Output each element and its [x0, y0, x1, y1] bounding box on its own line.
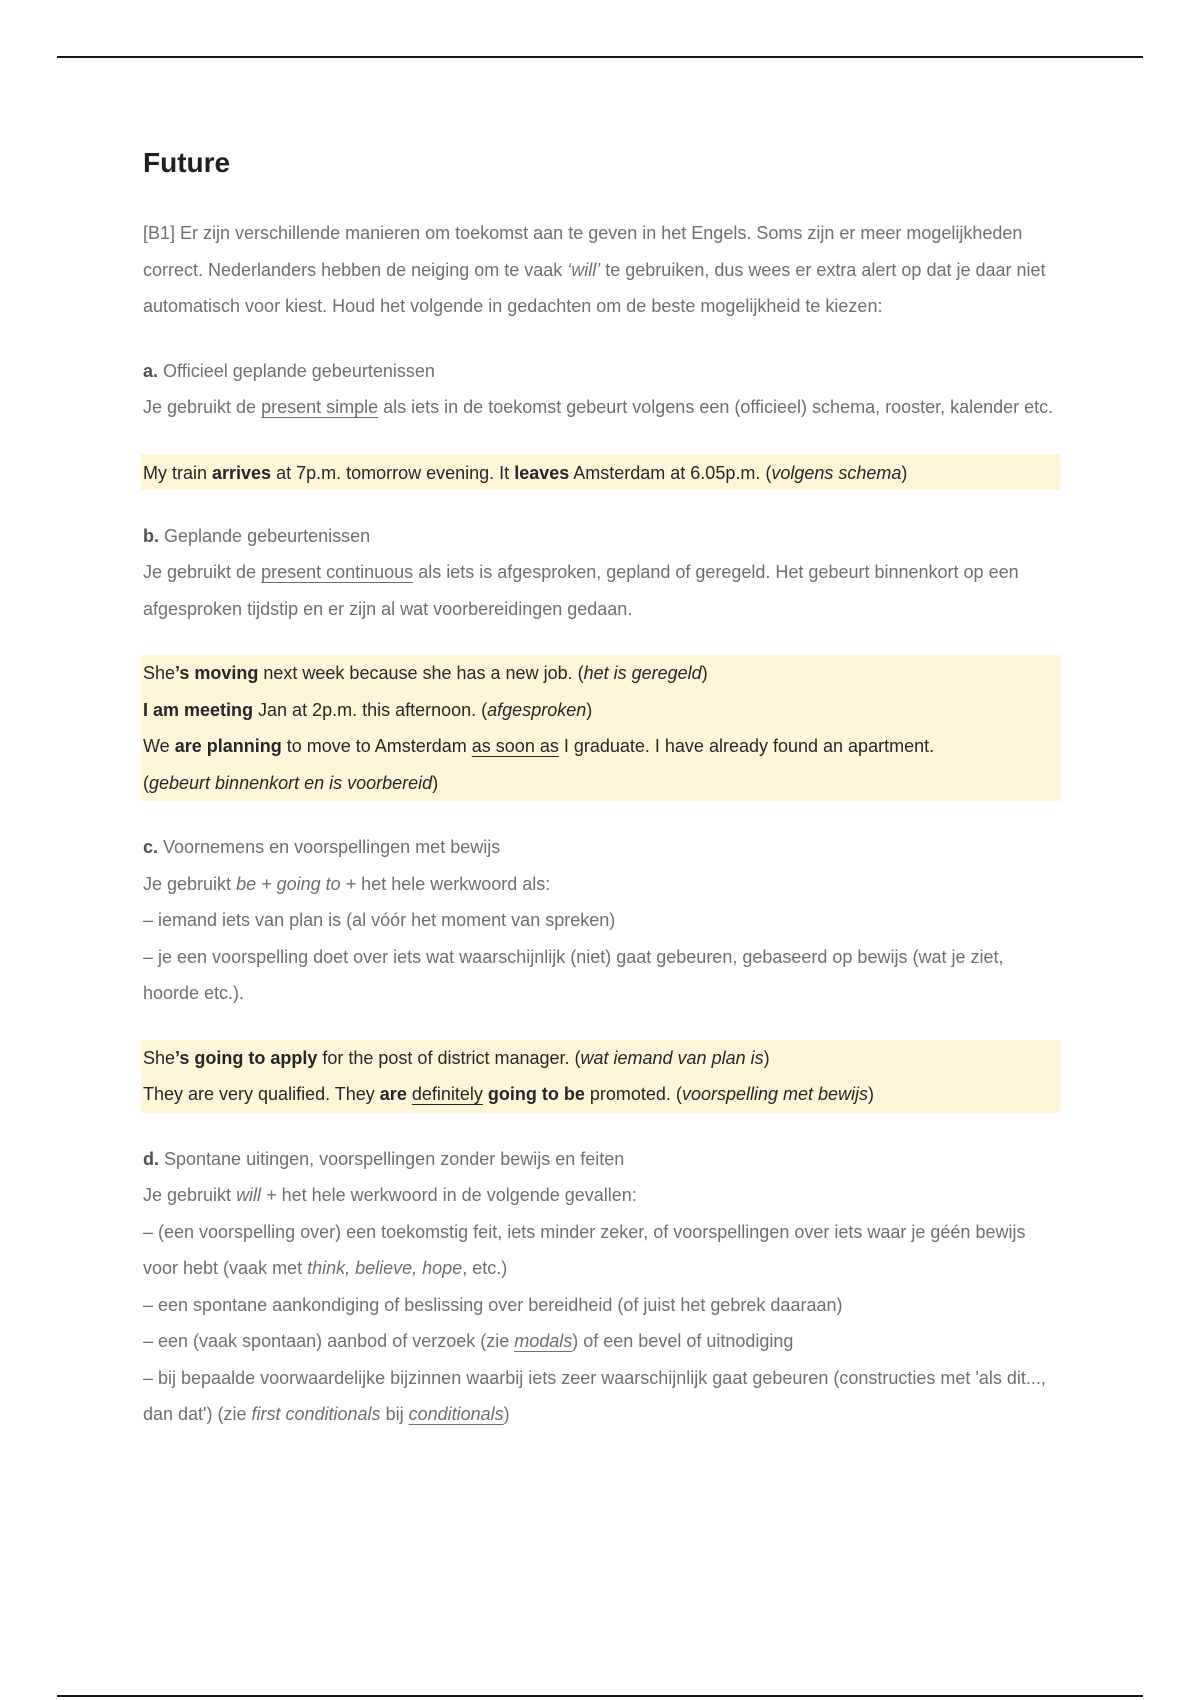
section-a-heading	[143, 353, 1063, 390]
ex-b3-s5: )	[432, 772, 439, 793]
example-a-1	[143, 460, 1059, 486]
intro-text-1: [B1] Er zijn verschillende manieren om toekomst aan te geven in het Engels. Soms zijn er meer mogelijkheden correct. Nederlanders hebben de neiging om te vaak	[143, 223, 1023, 280]
ex-b1-s1: She	[143, 663, 176, 683]
d-li4b: first conditionals	[251, 1404, 381, 1424]
section-c-item-1: – iemand iets van plan is (al vóór het moment van spreken)	[143, 910, 616, 930]
example-box-a	[141, 454, 1061, 490]
d-li4e: )	[503, 1404, 510, 1424]
ex-b1-note: het is geregeld	[583, 663, 702, 683]
section-d-text-2: het hele werkwoord in de volgende gevallen:	[276, 1185, 637, 1205]
ex-c2-s1: They are very qualified. They	[143, 1084, 380, 1104]
modals-link[interactable]: modals	[514, 1331, 573, 1351]
d-li3a: – een (vaak spontaan) aanbod of verzoek (zie	[143, 1331, 515, 1351]
section-c-item-2: – je een voorspelling doet over iets wat waarschijnlijk (niet) gaat gebeuren, gebaseerd op bewijs (wat je ziet, hoorde etc.).	[143, 946, 1004, 1003]
ex-c2-note: voorspelling met bewijs	[681, 1084, 869, 1104]
example-c-2	[143, 1076, 1059, 1113]
ex-a-s1: My train	[143, 462, 213, 483]
ex-b2-v1: I am meeting	[143, 699, 254, 720]
d-li3c: ) of een bevel of uitnodiging	[572, 1331, 794, 1351]
section-d-label: d.	[143, 1148, 159, 1169]
section-d-title: Spontane uitingen, voorspellingen zonder bewijs en feiten	[159, 1148, 625, 1169]
example-box-b	[141, 655, 1061, 801]
section-c-title: Voornemens en voorspellingen met bewijs	[158, 837, 501, 857]
section-a-body	[143, 389, 1063, 426]
section-b-term: present continuous	[261, 562, 414, 582]
section-c	[143, 829, 1063, 1012]
section-d-formula: will +	[236, 1185, 277, 1205]
section-d-item-1	[143, 1214, 1063, 1287]
section-d-body	[143, 1177, 1063, 1214]
conditionals-link[interactable]: conditionals	[408, 1404, 504, 1424]
ex-a-s2: at 7p.m. tomorrow evening. It	[271, 462, 515, 483]
document-body	[143, 138, 1063, 1433]
d-li1c: , etc.)	[462, 1258, 508, 1278]
ex-c2-u1: definitely	[411, 1084, 483, 1104]
ex-b2-s1: Jan at 2p.m. this afternoon. (	[253, 699, 488, 720]
section-d-item-2: – een spontane aankondiging of beslissing over bereidheid (of juist het gebrek daaraan)	[143, 1294, 843, 1315]
ex-b3-s2: to move to Amsterdam	[281, 736, 472, 756]
ex-c1-v1: ’s going to apply	[175, 1047, 318, 1068]
example-b-2	[143, 692, 1059, 729]
section-a	[143, 353, 1063, 426]
section-c-text-1: Je gebruikt	[143, 873, 237, 894]
ex-b2-note: afgesproken	[487, 699, 587, 720]
example-c-1	[143, 1040, 1059, 1077]
section-b-text-2: als iets is afgesproken, gepland of geregeld. Het gebeurt binnenkort op een afgesproken tijdstip en er zijn al wat voorbereidingen gedaan.	[143, 562, 1019, 619]
section-d-item-4	[143, 1360, 1063, 1433]
ex-b3-s1: We	[143, 736, 175, 756]
header-rule	[57, 56, 1143, 58]
section-b-heading	[143, 518, 1063, 555]
ex-b3-s4: (	[143, 772, 149, 793]
section-d	[143, 1141, 1063, 1433]
ex-c2-s4: promoted. (	[584, 1084, 682, 1104]
section-a-text-2: als iets in de toekomst gebeurt volgens een (officieel) schema, rooster, kalender etc.	[378, 397, 1054, 417]
section-a-text-1: Je gebruikt de	[143, 397, 262, 417]
d-li4c: bij	[380, 1404, 409, 1424]
ex-a-s4: )	[901, 462, 908, 483]
example-b-1	[143, 655, 1059, 692]
section-c-text-2: het hele werkwoord als:	[356, 873, 551, 894]
section-b	[143, 518, 1063, 628]
section-a-label: a.	[143, 360, 159, 381]
section-d-item-3	[143, 1323, 1063, 1360]
ex-b3-u1: as soon as	[471, 736, 559, 756]
ex-c1-s2: for the post of district manager. (	[317, 1047, 581, 1068]
page-title: Future	[143, 147, 231, 178]
ex-c1-note: wat iemand van plan is	[580, 1047, 764, 1068]
section-c-body	[143, 866, 1063, 903]
ex-a-s3: Amsterdam at 6.05p.m. (	[569, 462, 772, 483]
ex-c1-s3: )	[763, 1047, 770, 1068]
ex-c2-v1: are	[379, 1084, 407, 1104]
ex-b3-v1: are planning	[174, 736, 282, 756]
section-d-text-1: Je gebruikt	[143, 1185, 237, 1205]
section-d-heading	[143, 1141, 1063, 1178]
d-li1b: think, believe, hope	[307, 1258, 463, 1278]
footer-rule	[57, 1695, 1143, 1697]
ex-a-v1: arrives	[212, 462, 272, 483]
ex-c2-s5: )	[868, 1084, 875, 1104]
ex-b2-s2: )	[586, 699, 593, 720]
example-box-c	[141, 1040, 1061, 1113]
section-b-body	[143, 554, 1063, 627]
section-c-label: c.	[143, 837, 159, 857]
section-b-title: Geplande gebeurtenissen	[159, 525, 371, 546]
ex-b1-s3: )	[701, 663, 708, 683]
section-c-heading	[143, 829, 1063, 866]
intro-text-2: te gebruiken, dus wees er extra alert op dat je daar niet automatisch voor kiest. Houd het volgende in gedachten om de beste mogelijkheid te kiezen:	[143, 259, 1046, 316]
example-b-3	[143, 728, 1059, 801]
ex-a-v2: leaves	[514, 462, 570, 483]
intro-paragraph	[143, 215, 1063, 325]
intro-quote: ‘will’	[567, 259, 601, 280]
ex-c1-s1: She	[143, 1047, 176, 1068]
section-a-title: Officieel geplande gebeurtenissen	[158, 360, 435, 381]
ex-c2-v2: going to be	[487, 1084, 585, 1104]
d-li4a: – bij bepaalde voorwaardelijke bijzinnen waarbij iets zeer waarschijnlijk gaat gebeuren (constructies met 'als dit..., dan dat') (zie	[143, 1367, 1046, 1424]
section-b-label: b.	[143, 525, 159, 546]
section-a-term: present simple	[261, 397, 379, 417]
ex-b3-s3: I graduate. I have already found an apartment.	[558, 736, 935, 756]
section-c-formula: be + going to +	[236, 873, 357, 894]
ex-a-note: volgens schema	[771, 462, 902, 483]
d-li1a: – (een voorspelling over) een toekomstig feit, iets minder zeker, of voorspellingen over iets waar je géén bewijs voor hebt (vaak met	[143, 1221, 1026, 1278]
section-b-text-1: Je gebruikt de	[143, 562, 262, 582]
ex-b1-s2: next week because she has a new job. (	[258, 663, 584, 683]
ex-b1-v1: ’s moving	[175, 663, 259, 683]
ex-b3-note: gebeurt binnenkort en is voorbereid	[149, 772, 433, 793]
